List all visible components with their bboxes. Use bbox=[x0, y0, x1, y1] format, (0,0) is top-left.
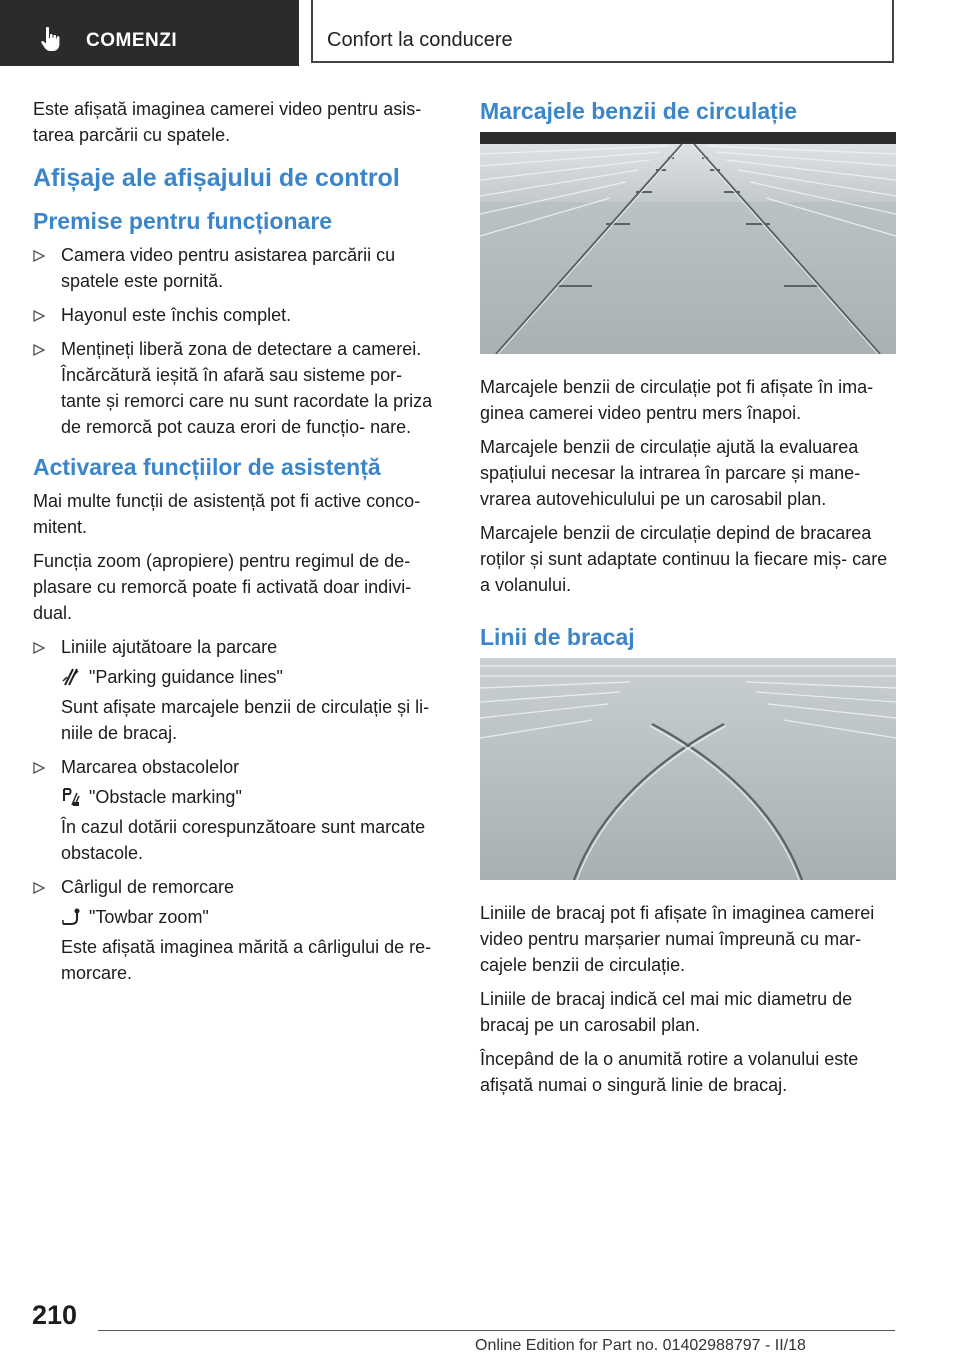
activare-paragraph-2: Funcția zoom (apropiere) pentru regimul de de- plasare cu remorcă poate fi activată doar indivi- dual. bbox=[33, 551, 412, 623]
function-description: Sunt afișate marcajele benzii de circulație și li- niile de bracaj. bbox=[61, 697, 430, 743]
list-item bbox=[33, 302, 447, 328]
triangle-bullet-icon bbox=[33, 642, 45, 654]
chapter-label: COMENZI bbox=[86, 30, 178, 51]
heading-premise: Premise pentru funcționare bbox=[33, 208, 333, 234]
marcaje-paragraph-3: Marcajele benzii de circulație depind de bracarea roților și sunt adaptate continuu la fiecare miș- care a volanului. bbox=[480, 523, 888, 595]
list-item-text: Camera video pentru asistarea parcării cu spatele este pornită. bbox=[61, 245, 396, 291]
section-tab bbox=[311, 0, 894, 63]
chapter-tab bbox=[0, 0, 299, 66]
parking-lines-icon bbox=[61, 667, 81, 687]
left-column bbox=[33, 96, 447, 996]
linii-paragraph-3: Începând de la o anumită rotire a volanului este afișată numai o singură linie de bracaj. bbox=[480, 1049, 859, 1095]
right-column bbox=[480, 96, 896, 1106]
list-item bbox=[33, 754, 447, 866]
list-item-text: Mențineți liberă zona de detectare a camerei. Încărcătură ieșită în afară sau sisteme por- tante și remorci care nu sunt racordate la priza de remorcă pot cauza erori de funcțio- nare. bbox=[61, 339, 433, 437]
lane-markings-camera-image bbox=[480, 132, 896, 354]
function-title: Liniile ajutătoare la parcare bbox=[61, 637, 278, 657]
edition-note: Online Edition for Part no. 01402988797 - II/18 bbox=[475, 1337, 806, 1354]
activare-paragraph-1: Mai multe funcții de asistență pot fi active conco- mitent. bbox=[33, 491, 421, 537]
page-header bbox=[0, 0, 960, 68]
list-item-text: Hayonul este închis complet. bbox=[61, 305, 292, 325]
function-menu-label: "Obstacle marking" bbox=[89, 787, 242, 807]
turning-lines-camera-image bbox=[480, 658, 896, 880]
list-item bbox=[33, 874, 447, 986]
list-item bbox=[33, 336, 447, 440]
function-menu-label: "Towbar zoom" bbox=[89, 907, 209, 927]
marcaje-paragraph-2: Marcajele benzii de circulație ajută la evaluarea spațiului necesar la intrarea în parcare și mane- vrarea autovehiculului pe un carosabil plan. bbox=[480, 437, 861, 509]
list-item bbox=[33, 242, 447, 294]
marcaje-paragraph-1: Marcajele benzii de circulație pot fi afișate în ima- ginea camerei video pentru mers înapoi. bbox=[480, 377, 874, 423]
obstacle-marking-icon bbox=[61, 787, 81, 807]
function-title: Marcarea obstacolelor bbox=[61, 757, 240, 777]
heading-linii: Linii de bracaj bbox=[480, 624, 635, 650]
triangle-bullet-icon bbox=[33, 344, 45, 356]
heading-afisaje: Afișaje ale afișajului de control bbox=[33, 164, 400, 192]
page-number: 210 bbox=[32, 1300, 78, 1330]
triangle-bullet-icon bbox=[33, 762, 45, 774]
functions-list bbox=[33, 634, 447, 986]
list-item bbox=[33, 634, 447, 746]
linii-paragraph-1: Liniile de bracaj pot fi afișate în imaginea camerei video pentru marșarier numai împreună cu mar- cajele benzii de circulație. bbox=[480, 903, 875, 975]
triangle-bullet-icon bbox=[33, 250, 45, 262]
hand-pointer-icon bbox=[38, 25, 66, 53]
function-menu-label: "Parking guidance lines" bbox=[89, 667, 283, 687]
premise-list bbox=[33, 242, 447, 440]
triangle-bullet-icon bbox=[33, 310, 45, 322]
function-title: Cârligul de remorcare bbox=[61, 877, 235, 897]
footer-divider bbox=[98, 1330, 895, 1331]
heading-marcaje: Marcajele benzii de circulație bbox=[480, 98, 798, 124]
triangle-bullet-icon bbox=[33, 882, 45, 894]
section-title: Confort la conducere bbox=[327, 29, 513, 51]
towbar-icon bbox=[61, 907, 81, 927]
linii-paragraph-2: Liniile de bracaj indică cel mai mic diametru de bracaj pe un carosabil plan. bbox=[480, 989, 853, 1035]
function-description: În cazul dotării corespunzătoare sunt marcate obstacole. bbox=[61, 817, 426, 863]
function-description: Este afișată imaginea mărită a cârligului de re- morcare. bbox=[61, 937, 432, 983]
intro-paragraph: Este afișată imaginea camerei video pentru asis- tarea parcării cu spatele. bbox=[33, 99, 422, 145]
heading-activare: Activarea funcțiilor de asistență bbox=[33, 454, 381, 480]
